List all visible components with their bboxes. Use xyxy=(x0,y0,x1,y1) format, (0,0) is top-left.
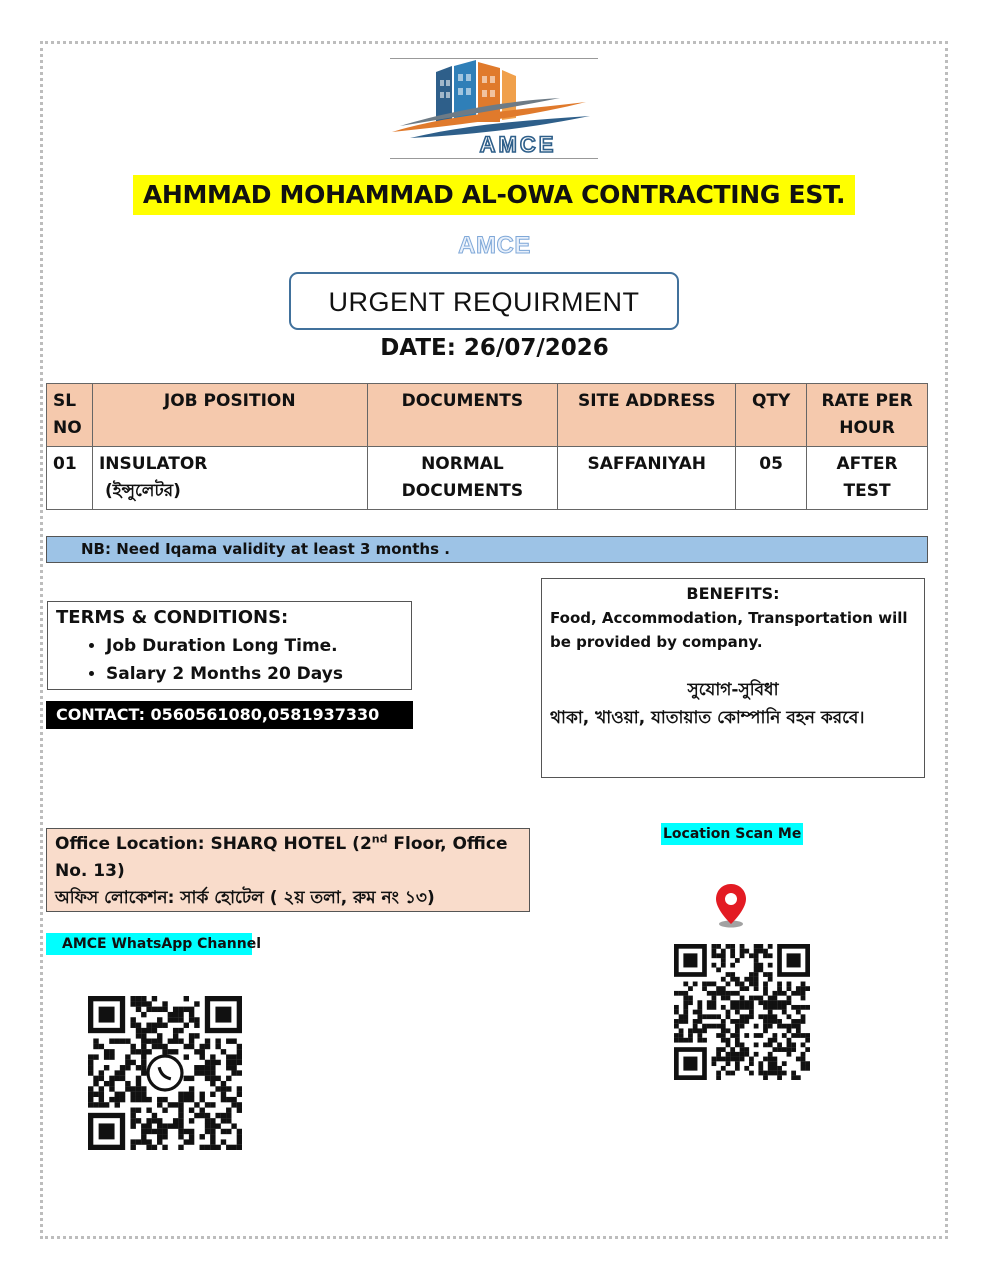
header-sl-no: SL NO xyxy=(47,384,93,447)
header-documents: DOCUMENTS xyxy=(367,384,558,447)
header-job-position: JOB POSITION xyxy=(92,384,367,447)
short-name: AMCE xyxy=(458,232,531,259)
location-scan-label: Location Scan Me xyxy=(661,823,803,845)
terms-item: • Job Duration Long Time. xyxy=(106,632,403,660)
cell-position xyxy=(92,447,367,510)
notice-title: URGENT REQUIRMENT xyxy=(289,272,679,330)
location-qr-code[interactable] xyxy=(674,944,810,1080)
cell-qty: 05 xyxy=(736,447,807,510)
benefits-text: Food, Accommodation, Transportation will be provided by company. xyxy=(550,609,908,651)
benefits-box xyxy=(541,578,925,778)
company-name: AHMMAD MOHAMMAD AL-OWA CONTRACTING EST. xyxy=(133,175,855,215)
benefits-title-bn: সুযোগ-সুবিধা xyxy=(687,680,779,700)
cell-rate: AFTER TEST xyxy=(807,447,928,510)
building-logo-icon xyxy=(392,60,590,138)
terms-item: • Salary 2 Months 20 Days xyxy=(106,660,403,688)
office-location-box xyxy=(46,828,530,912)
benefits-text-bn: থাকা, খাওয়া, যাতায়াত কোম্পানি বহন করবে। xyxy=(550,708,865,728)
contact-bar: CONTACT: 0560561080,0581937330 xyxy=(46,701,413,729)
position-name: INSULATOR xyxy=(98,454,208,474)
whatsapp-icon xyxy=(148,1056,182,1090)
terms-title: TERMS & CONDITIONS: xyxy=(56,607,289,628)
cell-documents: NORMAL DOCUMENTS xyxy=(367,447,558,510)
office-location-line: Office Location: SHARQ HOTEL (2nd Floor, Office No. 13) xyxy=(55,832,508,881)
position-name-bn: (ইন্সুলেটর) xyxy=(104,481,181,501)
company-logo xyxy=(390,58,598,159)
terms-list xyxy=(56,632,403,688)
terms-box xyxy=(47,601,412,690)
table-header-row xyxy=(47,384,928,447)
table-row xyxy=(47,447,928,510)
header-site-address: SITE ADDRESS xyxy=(558,384,736,447)
whatsapp-qr-code[interactable] xyxy=(88,996,242,1150)
logo-text: AMCE xyxy=(479,132,557,157)
benefits-title: BENEFITS: xyxy=(686,584,780,603)
office-location-bn: অফিস লোকেশন: সার্ক হোটেল ( ২য় তলা, রুম নং ১৩) xyxy=(55,888,435,908)
location-pin-icon xyxy=(706,880,756,930)
notice-date: DATE: 26/07/2026 xyxy=(380,335,609,361)
cell-site: SAFFANIYAH xyxy=(558,447,736,510)
nb-note: NB: Need Iqama validity at least 3 months . xyxy=(46,536,928,563)
job-table xyxy=(46,383,928,510)
header-rate: RATE PER HOUR xyxy=(807,384,928,447)
cell-sl: 01 xyxy=(47,447,93,510)
header-qty: QTY xyxy=(736,384,807,447)
whatsapp-channel-label: AMCE WhatsApp Channel xyxy=(46,933,252,955)
logo-rule-bottom xyxy=(390,158,598,159)
